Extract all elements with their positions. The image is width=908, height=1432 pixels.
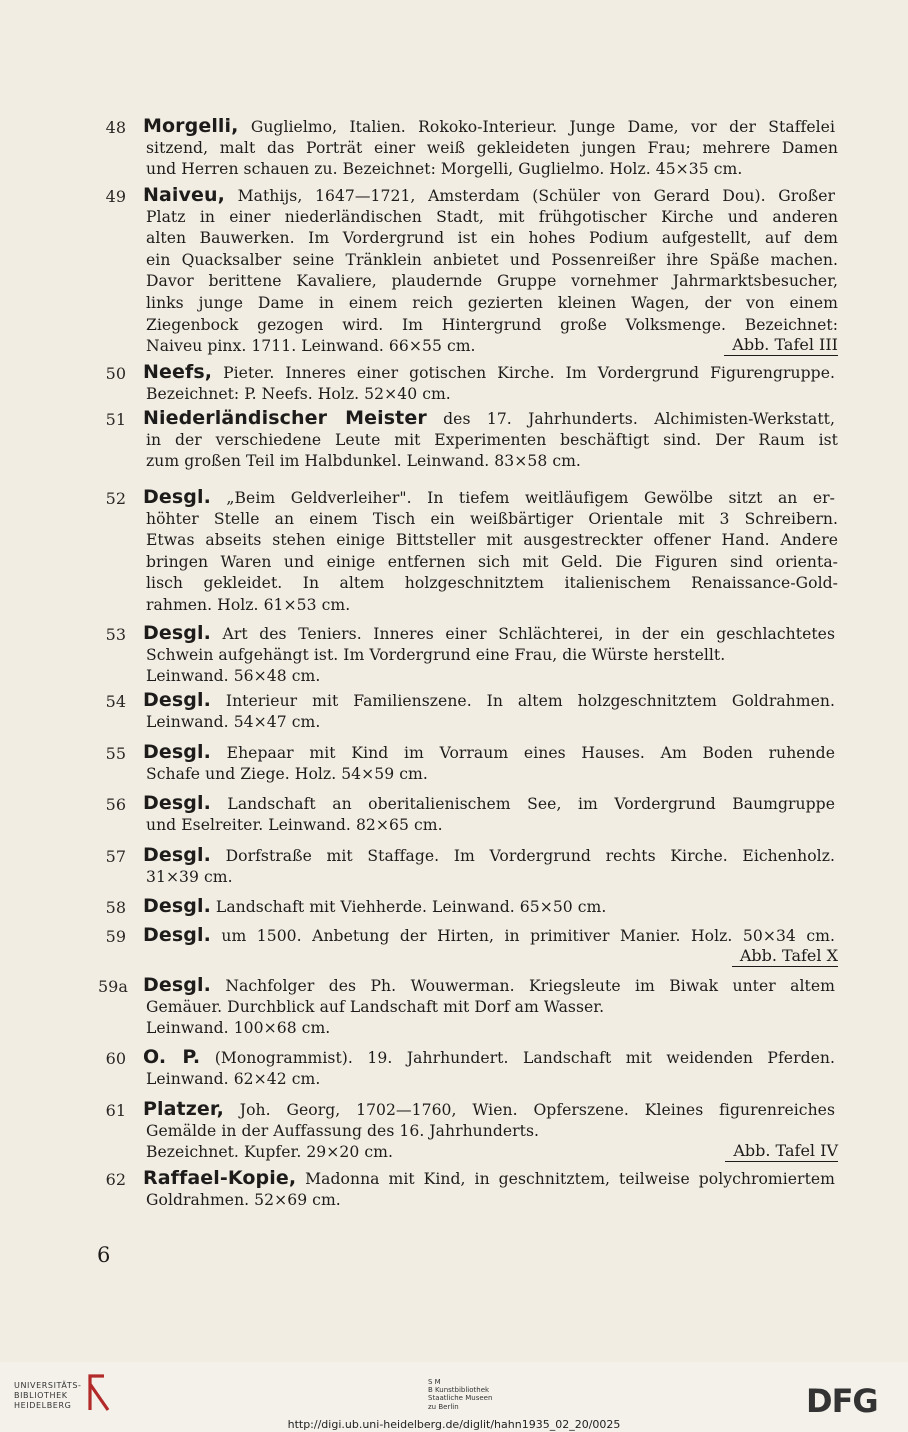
entry-text-line — [143, 896, 835, 919]
entry-text-line: höhter Stelle an einem Tisch ein weißbärtiger Orientale mit 3 Schreibern. — [146, 509, 838, 528]
entry-description: „Beim Geldverleiher". In tiefem weitläufigem Gewölbe sitzt an er- — [226, 489, 835, 507]
entry-text-line: links junge Dame in einem reich gezierten kleinen Wagen, der von einem — [146, 294, 838, 312]
entry-text-line: lisch gekleidet. In altem holzgeschnitztem italienischem Renaissance-Gold- — [146, 574, 838, 593]
artist-name: Desgl. — [143, 486, 211, 508]
entry-text-line: und Eselreiter. Leinwand. 82×65 cm. — [146, 815, 443, 834]
plate-reference: Abb. Tafel X — [732, 946, 838, 967]
entry-description: Art des Teniers. Inneres einer Schlächterei, in der ein geschlachtetes — [222, 625, 835, 643]
entry-description: Landschaft an oberitalienischem See, im Vordergrund Baumgruppe — [227, 795, 835, 813]
university-library-label: UNIVERSITÄTS- BIBLIOTHEK HEIDELBERG — [14, 1381, 82, 1410]
entry-number: 56 — [105, 795, 126, 814]
entry-number: 60 — [105, 1049, 126, 1068]
entry-text-line — [143, 1047, 835, 1070]
entry-text-line — [143, 690, 835, 713]
entry-description: Pieter. Inneres einer gotischen Kirche. Im Vordergrund Figurengruppe. — [223, 364, 835, 382]
artist-name: Neefs, — [143, 361, 213, 383]
entry-text-line: Leinwand. 100×68 cm. — [146, 1019, 331, 1038]
entry-description: Dorfstraße mit Staffage. Im Vordergrund rechts Kirche. Eichenholz. — [225, 847, 835, 865]
entry-description: Madonna mit Kind, in geschnitztem, teilweise polychromiertem — [305, 1170, 835, 1188]
dfg-logo — [806, 1385, 888, 1415]
entry-description: Landschaft mit Viehherde. Leinwand. 65×50 cm. — [215, 898, 607, 916]
artist-name: Desgl. — [143, 844, 211, 866]
entry-description: (Monogrammist). 19. Jahrhundert. Landschaft mit weidenden Pferden. — [214, 1049, 835, 1067]
entry-text-line: Platz in einer niederländischen Stadt, mit frühgotischer Kirche und anderen — [146, 207, 838, 226]
entry-text-line — [143, 742, 835, 765]
entry-number: 48 — [105, 118, 126, 137]
entry-text-line: sitzend, malt das Porträt einer weiß gekleideten jungen Frau; mehrere Damen — [146, 138, 838, 157]
entry-text-line: Gemäuer. Durchblick auf Landschaft mit Dorf am Wasser. — [146, 997, 605, 1016]
entry-text-line — [143, 185, 835, 208]
entry-text-line: Leinwand. 56×48 cm. — [146, 667, 321, 686]
entry-text-line: und Herren schauen zu. Bezeichnet: Morgelli, Guglielmo. Holz. 45×35 cm. — [146, 160, 743, 179]
entry-text-line: zum großen Teil im Halbdunkel. Leinwand. 83×58 cm. — [146, 452, 581, 471]
university-logo-icon — [82, 1374, 112, 1412]
entry-text-line: bringen Waren und einige entfernen sich mit Geld. Die Figuren sind orienta- — [146, 552, 838, 571]
artist-name: Desgl. — [143, 792, 211, 814]
entry-description: Guglielmo, Italien. Rokoko-Interieur. Junge Dame, vor der Staffelei — [250, 118, 835, 136]
entry-text-line: Naiveu pinx. 1711. Leinwand. 66×55 cm. — [146, 337, 476, 356]
entry-number: 55 — [105, 744, 126, 763]
entry-text-line: Schafe und Ziege. Holz. 54×59 cm. — [146, 764, 428, 783]
artist-name: Desgl. — [143, 974, 211, 996]
svg-text:DFG: DFG — [806, 1385, 878, 1415]
page-number: 6 — [97, 1243, 111, 1267]
plate-reference: Abb. Tafel III — [724, 335, 838, 356]
entry-text-line: Bezeichnet. Kupfer. 29×20 cm. — [146, 1143, 393, 1162]
entry-description: um 1500. Anbetung der Hirten, in primitiver Manier. Holz. 50×34 cm. — [221, 927, 835, 945]
entry-description: Nachfolger des Ph. Wouwerman. Kriegsleute im Biwak unter altem — [225, 977, 835, 995]
entry-text-line — [143, 408, 835, 431]
entry-text-line: Goldrahmen. 52×69 cm. — [146, 1190, 341, 1209]
entry-text-line: Ziegenbock gezogen wird. Im Hintergrund große Volksmenge. Bezeichnet: — [146, 315, 838, 334]
artist-name: Naiveu, — [143, 184, 225, 206]
entry-number: 51 — [105, 410, 126, 429]
entry-text-line — [143, 362, 835, 385]
entry-text-line: Bezeichnet: P. Neefs. Holz. 52×40 cm. — [146, 384, 451, 403]
entry-text-line — [143, 487, 835, 510]
entry-number: 62 — [105, 1170, 126, 1189]
entry-number: 54 — [105, 692, 126, 711]
entry-text-line: alten Bauwerken. Im Vordergrund ist ein hohes Podium aufgestellt, auf dem — [146, 229, 838, 248]
artist-name: Desgl. — [143, 622, 211, 644]
entry-number: 59 — [105, 927, 126, 946]
plate-reference: Abb. Tafel IV — [725, 1141, 838, 1162]
entry-description: Mathijs, 1647—1721, Amsterdam (Schüler von Gerard Dou). Großer — [237, 187, 835, 205]
entry-number: 57 — [105, 847, 126, 866]
entry-number: 61 — [105, 1101, 126, 1120]
entry-description: Interieur mit Familienszene. In altem holzgeschnitztem Goldrahmen. — [225, 692, 835, 710]
entry-number: 59a — [98, 977, 128, 996]
source-url[interactable]: http://digi.ub.uni-heidelberg.de/diglit/hahn1935_02_20/0025 — [287, 1418, 621, 1431]
entry-text-line: Davor berittene Kavaliere, plaudernde Gruppe vornehmer Jahrmarktsbesucher, — [146, 272, 838, 291]
entry-description: Joh. Georg, 1702—1760, Wien. Opferszene. Kleines figurenreiches — [239, 1101, 836, 1119]
entry-description: des 17. Jahrhunderts. Alchimisten-Werkstatt, — [443, 410, 835, 428]
entry-number: 49 — [105, 187, 126, 206]
entry-text-line — [143, 845, 835, 868]
entry-text-line — [143, 1168, 835, 1191]
entry-description: Ehepaar mit Kind im Vorraum eines Hauses. Am Boden ruhende — [226, 744, 835, 762]
entry-text-line — [143, 793, 835, 816]
artist-name: Raffael-Kopie, — [143, 1167, 297, 1189]
artist-name: Platzer, — [143, 1098, 224, 1120]
entry-text-line: Schwein aufgehängt ist. Im Vordergrund eine Frau, die Würste herstellt. — [146, 645, 726, 664]
library-stamp: S M B Kunstbibliothek Staatliche Museen zu Berlin — [428, 1378, 493, 1411]
entry-number: 58 — [105, 898, 126, 917]
entry-number: 50 — [105, 364, 126, 383]
artist-name: Desgl. — [143, 741, 211, 763]
entry-text-line — [143, 925, 835, 948]
artist-name: Desgl. — [143, 924, 211, 946]
entry-text-line — [143, 975, 835, 998]
entry-text-line: Leinwand. 54×47 cm. — [146, 712, 321, 731]
entry-text-line: Etwas abseits stehen einige Bittsteller mit ausgestreckter offener Hand. Andere — [146, 531, 838, 550]
entry-text-line: ein Quacksalber seine Tränklein anbietet und Possenreißer ihre Späße machen. — [146, 250, 838, 269]
entry-text-line: rahmen. Holz. 61×53 cm. — [146, 596, 351, 614]
entry-text-line — [143, 1099, 835, 1122]
artist-name: Desgl. — [143, 689, 211, 711]
entry-number: 53 — [105, 625, 126, 644]
artist-name: O. P. — [143, 1046, 201, 1068]
entry-text-line: in der verschiedene Leute mit Experimenten beschäftigt sind. Der Raum ist — [146, 430, 838, 449]
entry-number: 52 — [105, 489, 126, 508]
entry-text-line: Leinwand. 62×42 cm. — [146, 1069, 321, 1088]
entry-text-line: 31×39 cm. — [146, 867, 233, 886]
entry-text-line: Gemälde in der Auffassung des 16. Jahrhunderts. — [146, 1121, 540, 1140]
artist-name: Desgl. — [143, 895, 211, 917]
entry-text-line — [143, 116, 835, 139]
entry-text-line — [143, 623, 835, 646]
artist-name: Niederländischer Meister — [143, 407, 427, 429]
artist-name: Morgelli, — [143, 115, 239, 137]
